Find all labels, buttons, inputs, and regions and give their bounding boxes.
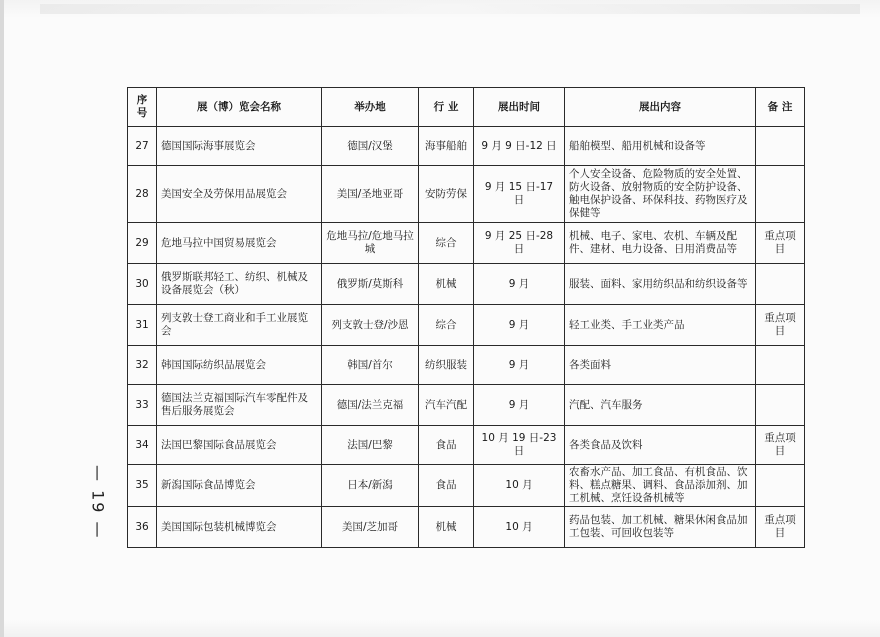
cell-content: 机械、电子、家电、农机、车辆及配件、建材、电力设备、日用消费品等 — [565, 223, 756, 264]
cell-time: 9 月 9 日-12 日 — [474, 127, 565, 166]
cell-industry: 综合 — [419, 305, 474, 346]
cell-content: 个人安全设备、危险物质的安全处置、防火设备、放射物质的安全防护设备、触电保护设备、环保科技、药物医疗及保健等 — [565, 166, 756, 223]
cell-no: 31 — [128, 305, 157, 346]
cell-no: 33 — [128, 385, 157, 426]
page-number: — 19 — — [88, 464, 108, 540]
table-row — [128, 426, 805, 465]
header-no: 序号 — [128, 88, 157, 127]
header-remark: 备 注 — [756, 88, 805, 127]
cell-no: 28 — [128, 166, 157, 223]
cell-place: 德国/汉堡 — [322, 127, 419, 166]
cell-content: 轻工业类、手工业类产品 — [565, 305, 756, 346]
cell-remark — [756, 264, 805, 305]
cell-industry: 综合 — [419, 223, 474, 264]
cell-place: 美国/圣地亚哥 — [322, 166, 419, 223]
cell-content: 农畜水产品、加工食品、有机食品、饮料、糕点糖果、调料、食品添加剂、加工机械、烹饪设备机械等 — [565, 465, 756, 507]
table-header-row — [128, 88, 805, 127]
cell-time: 10 月 — [474, 507, 565, 548]
cell-remark — [756, 385, 805, 426]
cell-industry: 食品 — [419, 426, 474, 465]
cell-industry: 安防劳保 — [419, 166, 474, 223]
header-place: 举办地 — [322, 88, 419, 127]
cell-time: 10 月 19 日-23 日 — [474, 426, 565, 465]
table-row — [128, 346, 805, 385]
cell-remark: 重点项目 — [756, 507, 805, 548]
cell-industry: 食品 — [419, 465, 474, 507]
cell-remark: 重点项目 — [756, 305, 805, 346]
table-row — [128, 305, 805, 346]
cell-industry: 海事船舶 — [419, 127, 474, 166]
cell-no: 27 — [128, 127, 157, 166]
cell-time: 9 月 25 日-28 日 — [474, 223, 565, 264]
page-edge — [0, 0, 4, 637]
cell-content: 船舶模型、船用机械和设备等 — [565, 127, 756, 166]
table-row — [128, 385, 805, 426]
table-row — [128, 127, 805, 166]
cell-content: 服装、面料、家用纺织品和纺织设备等 — [565, 264, 756, 305]
cell-name: 美国安全及劳保用品展览会 — [157, 166, 322, 223]
cell-content: 药品包装、加工机械、糖果休闲食品加工包装、可回收包装等 — [565, 507, 756, 548]
cell-name: 韩国国际纺织品展览会 — [157, 346, 322, 385]
cell-no: 36 — [128, 507, 157, 548]
cell-place: 韩国/首尔 — [322, 346, 419, 385]
cell-time: 9 月 — [474, 305, 565, 346]
cell-industry: 汽车汽配 — [419, 385, 474, 426]
cell-place: 德国/法兰克福 — [322, 385, 419, 426]
table-row — [128, 223, 805, 264]
scan-shadow — [40, 4, 860, 14]
cell-industry: 纺织服装 — [419, 346, 474, 385]
header-content: 展出内容 — [565, 88, 756, 127]
cell-remark — [756, 127, 805, 166]
cell-industry: 机械 — [419, 507, 474, 548]
cell-place: 法国/巴黎 — [322, 426, 419, 465]
cell-name: 德国法兰克福国际汽车零配件及售后服务展览会 — [157, 385, 322, 426]
cell-no: 32 — [128, 346, 157, 385]
cell-name: 列支敦士登工商业和手工业展览会 — [157, 305, 322, 346]
table-row — [128, 166, 805, 223]
cell-place: 列支敦士登/沙恩 — [322, 305, 419, 346]
cell-no: 34 — [128, 426, 157, 465]
cell-time: 9 月 — [474, 385, 565, 426]
cell-time: 9 月 — [474, 264, 565, 305]
table-row — [128, 264, 805, 305]
cell-name: 德国国际海事展览会 — [157, 127, 322, 166]
cell-place: 美国/芝加哥 — [322, 507, 419, 548]
cell-time: 10 月 — [474, 465, 565, 507]
cell-time: 9 月 — [474, 346, 565, 385]
header-name: 展（博）览会名称 — [157, 88, 322, 127]
header-time: 展出时间 — [474, 88, 565, 127]
cell-remark: 重点项目 — [756, 426, 805, 465]
header-industry: 行 业 — [419, 88, 474, 127]
cell-place: 俄罗斯/莫斯科 — [322, 264, 419, 305]
cell-remark — [756, 346, 805, 385]
cell-name: 新潟国际食品博览会 — [157, 465, 322, 507]
cell-remark — [756, 465, 805, 507]
cell-remark — [756, 166, 805, 223]
cell-content: 各类面料 — [565, 346, 756, 385]
cell-content: 各类食品及饮料 — [565, 426, 756, 465]
cell-name: 美国国际包装机械博览会 — [157, 507, 322, 548]
cell-no: 29 — [128, 223, 157, 264]
cell-time: 9 月 15 日-17 日 — [474, 166, 565, 223]
cell-name: 俄罗斯联邦轻工、纺织、机械及设备展览会（秋） — [157, 264, 322, 305]
cell-remark: 重点项目 — [756, 223, 805, 264]
cell-name: 法国巴黎国际食品展览会 — [157, 426, 322, 465]
cell-industry: 机械 — [419, 264, 474, 305]
exhibition-table — [127, 87, 805, 548]
cell-place: 危地马拉/危地马拉城 — [322, 223, 419, 264]
cell-place: 日本/新潟 — [322, 465, 419, 507]
cell-no: 30 — [128, 264, 157, 305]
cell-content: 汽配、汽车服务 — [565, 385, 756, 426]
table-row — [128, 507, 805, 548]
table-row — [128, 465, 805, 507]
cell-no: 35 — [128, 465, 157, 507]
cell-name: 危地马拉中国贸易展览会 — [157, 223, 322, 264]
